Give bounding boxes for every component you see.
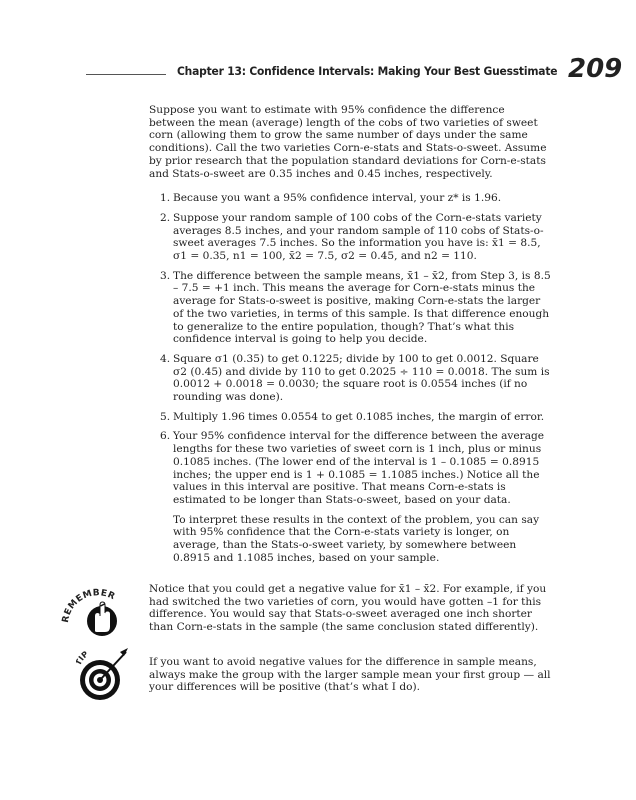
step-text: Square σ1 (0.35) to get 0.1225; divide by 100 to get 0.0012. Square σ2 (0.45) and divide by 110 to get 0.2025 ÷ 110 = 0.0018. The sum is 0.0012 + 0.0018 = 0.0030; the square root is 0.0554 inches (if no rounding was done).	[173, 352, 550, 404]
step-3	[149, 270, 551, 346]
main-content	[149, 104, 551, 572]
remember-label: REMEMBER	[60, 588, 117, 624]
step-number: 4.	[160, 352, 171, 365]
step-5	[149, 411, 551, 424]
step-text: Because you want a 95% confidence interval, your z* is 1.96.	[173, 192, 502, 205]
step-text: Multiply 1.96 times 0.0554 to get 0.1085 inches, the margin of error.	[173, 410, 545, 423]
tip-label: IP	[76, 649, 90, 663]
step-number: 5.	[160, 410, 171, 423]
tip-target-icon	[76, 646, 130, 706]
step-number: 1.	[160, 192, 171, 205]
header-rule	[86, 74, 166, 75]
remember-note: Notice that you could get a negative value for x̄1 – x̄2. For example, if you had switched the two varieties of corn, you would have gotten –1 for this difference. You would say that Stats-o-sweet averaged one inch shorter than Corn-e-stats in the sample (the same conclusion stated differently).	[149, 583, 547, 634]
chapter-title: Chapter 13: Confidence Intervals: Making Your Best Guesstimate	[177, 64, 558, 78]
intro-paragraph: Suppose you want to estimate with 95% confidence the difference between the mean (average) length of the cobs of two varieties of sweet corn (allowing them to grow the same number of days under the same conditions). Call the two varieties Corn-e-stats and Stats-o-sweet. Assume by prior research that the population standard deviations for Corn-e-stats and Stats-o-sweet are 0.35 inches and 0.45 inches, respectively.	[149, 104, 547, 180]
step-4	[149, 353, 551, 404]
running-header	[86, 54, 623, 88]
steps-list	[149, 192, 551, 564]
remember-icon	[58, 583, 130, 643]
step-2	[149, 212, 551, 263]
page-number: 209	[568, 54, 623, 84]
step-text: The difference between the sample means, x̄1 – x̄2, from Step 3, is 8.5 – 7.5 = +1 inch. This means the average for Corn-e-stats minus the average for Stats-o-sweet is positive, making Corn-e-stats the larger of the two varieties, in terms of this sample. Is that difference enough to generalize to the entire population, though? That’s what this confidence interval is going to help you decide.	[173, 269, 551, 346]
tip-note: If you want to avoid negative values for the difference in sample means, always make the group with the larger sample mean your first group — all your differences will be positive (that’s what I do).	[149, 656, 551, 694]
step-6	[149, 430, 551, 564]
step-1	[149, 192, 551, 205]
step-number: 3.	[160, 269, 171, 282]
step-number: 6.	[160, 430, 171, 443]
step-text: Suppose your random sample of 100 cobs of the Corn-e-stats variety averages 8.5 inches, and your random sample of 110 cobs of Stats-o-sweet averages 7.5 inches. So the information you have is: x̄1 = 8.5, σ1 = 0.35, n1 = 100, x̄2 = 7.5, σ2 = 0.45, and n2 = 110.	[173, 211, 544, 263]
step-text: Your 95% confidence interval for the difference between the average lengths for these two varieties of sweet corn is 1 inch, plus or minus 0.1085 inches. (The lower end of the interval is 1 – 0.1085 = 0.8915 inches; the upper end is 1 + 0.1085 = 1.1085 inches.) Notice all the values in this interval are positive. That means Corn-e-stats is estimated to be longer than Stats-o-sweet, based on your data.	[173, 430, 545, 506]
step-6-followup: To interpret these results in the context of the problem, you can say with 95% confidence that the Corn-e-stats variety is longer, on average, than the Stats-o-sweet variety, by somewhere between 0.8915 and 1.1085 inches, based on your sample.	[173, 513, 540, 564]
step-number: 2.	[160, 211, 171, 224]
